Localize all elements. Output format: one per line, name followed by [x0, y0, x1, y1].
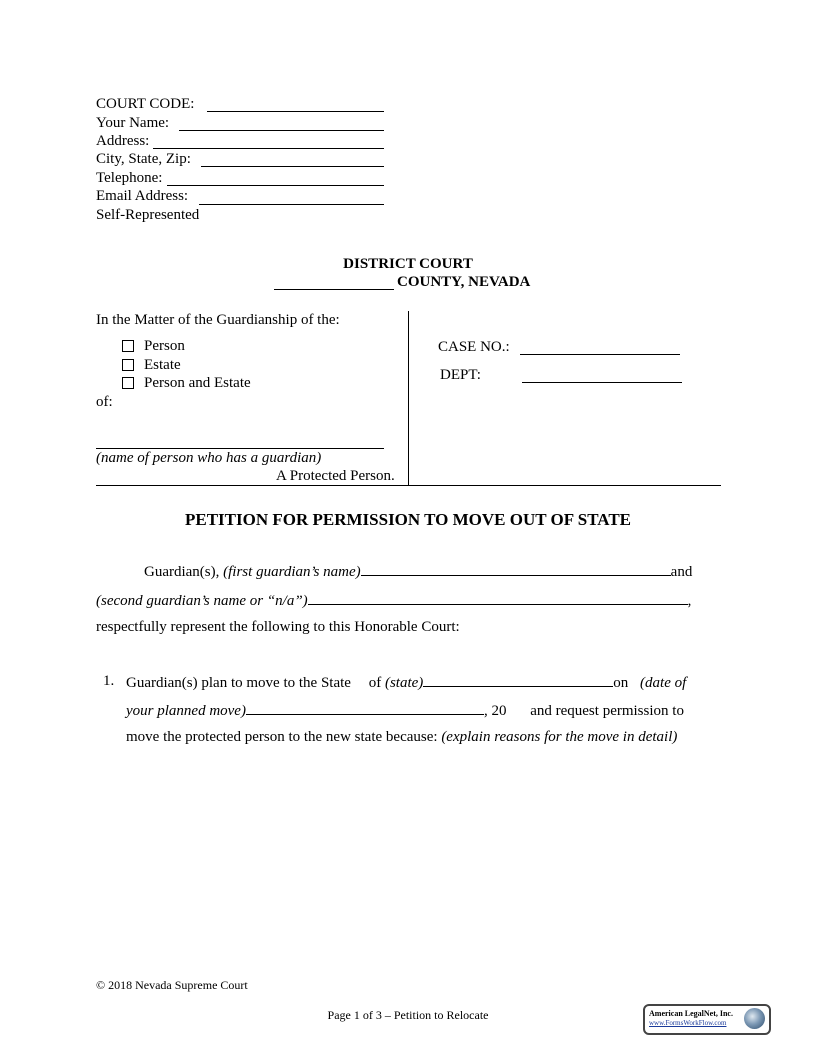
logo-company: American LegalNet, Inc. [649, 1009, 733, 1018]
court-name: DISTRICT COURT [343, 256, 473, 272]
document-title: PETITION FOR PERMISSION TO MOVE OUT OF STATE [184, 510, 632, 529]
person-and-estate-checkbox[interactable] [122, 377, 134, 389]
name-hint: (name of person who has a guardian) [96, 450, 322, 466]
and-text: and [670, 564, 693, 580]
globe-icon [744, 1008, 765, 1029]
plan-text: Guardian(s) plan to move to the State [126, 675, 351, 691]
comma-text: , [687, 593, 692, 609]
court-code-label: COURT CODE: [96, 96, 195, 112]
copyright-text: © 2018 Nevada Supreme Court [96, 978, 248, 992]
protected-person-label: A Protected Person. [276, 468, 395, 484]
dept-label: DEPT: [440, 367, 481, 383]
page-footer: Page 1 of 3 – Petition to Relocate [327, 1008, 489, 1022]
case-no-field[interactable] [520, 354, 680, 355]
option-estate[interactable] [122, 356, 181, 374]
county-field[interactable] [274, 289, 394, 290]
move-date-field[interactable] [246, 700, 484, 715]
court-code-field[interactable] [207, 111, 384, 112]
second-guardian-field[interactable] [308, 590, 688, 605]
telephone-label: Telephone: [96, 170, 163, 186]
intro-line-1 [144, 561, 692, 581]
person-label: Person [144, 338, 185, 354]
on-text: on [613, 675, 629, 691]
of-label: of: [96, 394, 113, 410]
first-guardian-hint: (first guardian’s name) [223, 564, 361, 580]
city-state-zip-field[interactable] [201, 166, 384, 167]
caption-divider [408, 311, 409, 485]
address-label: Address: [96, 133, 150, 149]
vendor-logo[interactable] [643, 1004, 771, 1035]
year-text: , 20 [483, 703, 507, 719]
state-field[interactable] [423, 672, 613, 687]
dept-field[interactable] [522, 382, 682, 383]
self-represented-label: Self-Represented [96, 207, 200, 223]
matter-intro: In the Matter of the Guardianship of the: [96, 312, 340, 328]
person-and-estate-label: Person and Estate [144, 375, 251, 391]
logo-url[interactable]: www.FormsWorkFlow.com [649, 1019, 727, 1027]
first-guardian-field[interactable] [361, 561, 671, 576]
person-checkbox[interactable] [122, 340, 134, 352]
option-person[interactable] [122, 337, 185, 355]
your-name-label: Your Name: [96, 115, 170, 131]
intro-line-2 [96, 590, 691, 610]
move-reason-text: move the protected person to the new state because: [126, 729, 438, 745]
date-hint-b: your planned move) [126, 703, 246, 719]
respectfully-text: respectfully represent the following to this Honorable Court: [96, 619, 460, 635]
telephone-field[interactable] [167, 185, 384, 186]
caption-bottom-rule [96, 485, 721, 486]
item-1-line-1 [126, 672, 686, 692]
request-text: and request permission to [530, 703, 684, 719]
item-1-line-2 [126, 700, 684, 720]
item-1-line-3 [126, 728, 677, 746]
your-name-field[interactable] [179, 130, 384, 131]
guardians-label: Guardian(s), [144, 564, 220, 580]
date-hint-a: (date of [640, 675, 687, 691]
address-field[interactable] [153, 148, 384, 149]
reasons-hint: (explain reasons for the move in detail) [441, 729, 678, 745]
of-state-text: of [368, 675, 382, 691]
email-field[interactable] [199, 204, 384, 205]
city-state-zip-label: City, State, Zip: [96, 151, 191, 167]
county-nevada: COUNTY, NEVADA [397, 274, 531, 290]
option-person-and-estate[interactable] [122, 374, 251, 392]
case-no-label: CASE NO.: [438, 339, 510, 355]
second-guardian-hint: (second guardian’s name or “n/a”) [96, 593, 308, 609]
state-hint: (state) [384, 675, 424, 691]
estate-label: Estate [144, 357, 181, 373]
email-label: Email Address: [96, 188, 189, 204]
estate-checkbox[interactable] [122, 359, 134, 371]
item-1-number: 1. [103, 673, 115, 689]
